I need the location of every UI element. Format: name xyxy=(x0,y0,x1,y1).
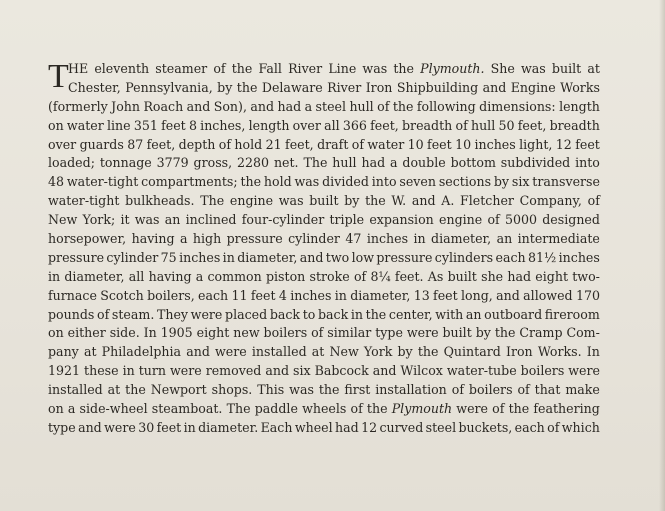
text-line: New York; it was an inclined four-cylinder triple expansion engine of 5000 designed xyxy=(48,212,600,228)
text-line: on a side-wheel steamboat. The paddle wheels of the Plymouth were of the feathering xyxy=(48,401,600,417)
text-line: furnace Scotch boilers, each 11 feet 4 inches in diameter, 13 feet long, and allowed 170 xyxy=(48,287,600,303)
paragraph xyxy=(48,60,600,438)
text-line: on water line 351 feet 8 inches, length over all 366 feet, breadth of hull 50 feet, breadth xyxy=(48,117,600,133)
text-line: Chester, Pennsylvania, by the Delaware River Iron Shipbuilding and Engine Works xyxy=(68,79,600,95)
text-line: HE eleventh steamer of the Fall River Line was the Plymouth. She was built at xyxy=(68,61,600,76)
text-line: in diameter, all having a common piston stroke of 8¼ feet. As built she had eight two- xyxy=(48,268,600,284)
text-line: water-tight bulkheads. The engine was built by the W. and A. Fletcher Company, of xyxy=(48,193,600,209)
text-line: 1921 these in turn were removed and six Babcock and Wilcox water-tube boilers were xyxy=(48,363,600,379)
text-line: pressure cylinder 75 inches in diameter, and two low pressure cylinders each 81½ inches xyxy=(48,249,600,265)
text-line: 48 water-tight compartments; the hold was divided into seven sections by six transverse xyxy=(48,174,600,190)
drop-cap: T xyxy=(48,58,69,95)
text-line: type and were 30 feet in diameter. Each wheel had 12 curved steel buckets, each of which xyxy=(48,419,600,435)
text-line: installed at the Newport shops. This was the first installation of boilers of that make xyxy=(48,382,600,398)
page-edge-shadow xyxy=(659,0,665,511)
text-line: loaded; tonnage 3779 gross, 2280 net. The hull had a double bottom subdivided into xyxy=(48,155,600,171)
body-text xyxy=(48,60,600,438)
text-line: pany at Philadelphia and were installed at New York by the Quintard Iron Works. In xyxy=(48,344,600,360)
text-line: pounds of steam. They were placed back to back in the center, with an outboard fireroom xyxy=(48,306,600,322)
text-line: (formerly John Roach and Son), and had a steel hull of the following dimensions: length xyxy=(48,98,600,114)
text-line: horsepower, having a high pressure cylinder 47 inches in diameter, an intermediate xyxy=(48,231,600,247)
text-line: over guards 87 feet, depth of hold 21 feet, draft of water 10 feet 10 inches light, 12 feet xyxy=(48,136,600,152)
text-line: on either side. In 1905 eight new boilers of similar type were built by the Cramp Com- xyxy=(48,325,600,341)
